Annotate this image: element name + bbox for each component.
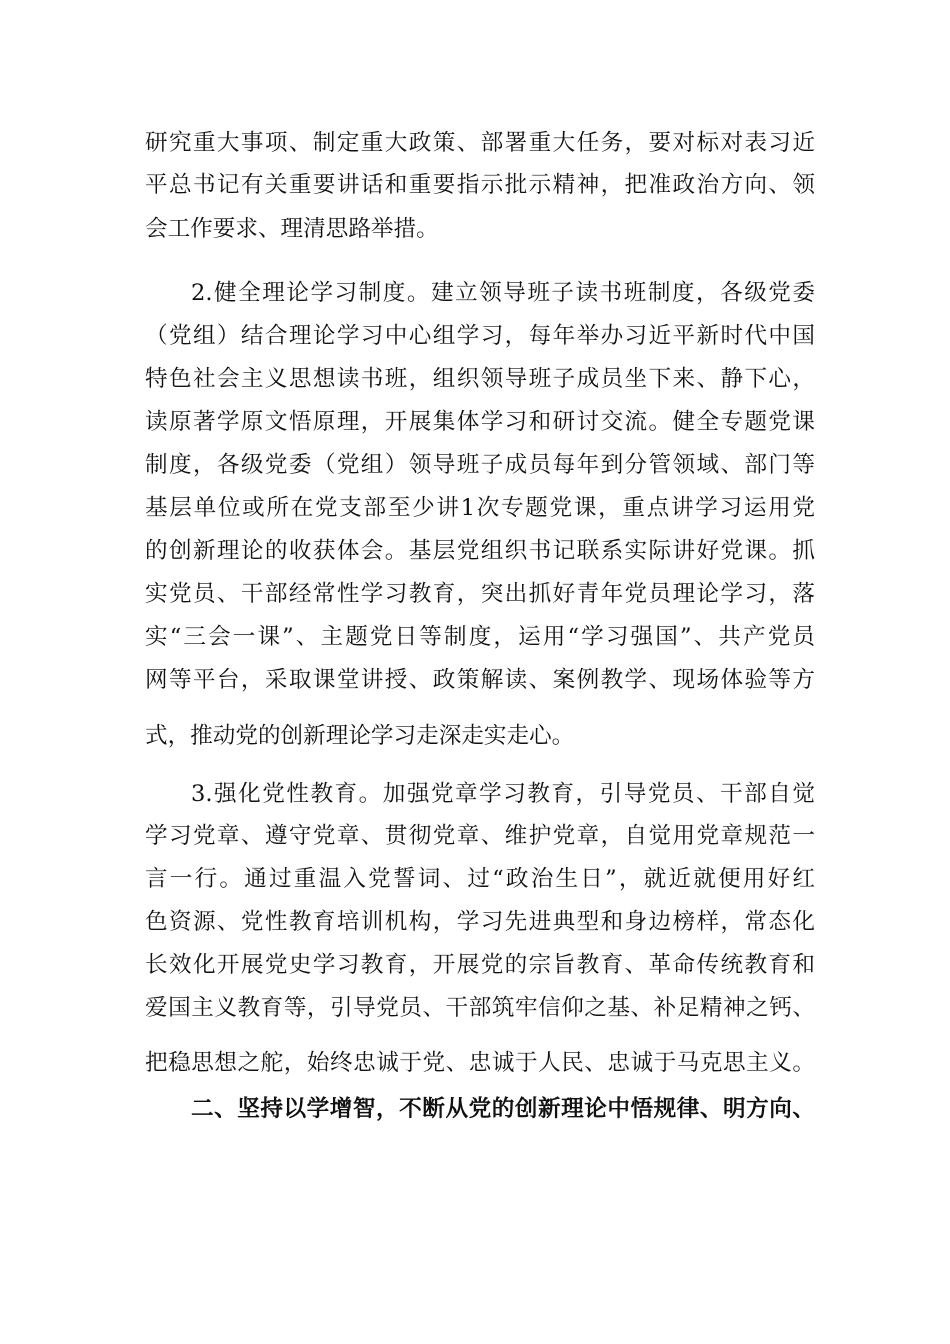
section-heading: 二、坚持以学增智，不断从党的创新理论中悟规律、明方向、	[191, 1096, 815, 1122]
text-line: 网等平台，采取课堂讲授、政策解读、案例教学、现场体验等方	[145, 667, 815, 693]
text-line: 3.强化党性教育。加强党章学习教育，引导党员、干部自觉	[191, 781, 815, 807]
text-line: 会工作要求、理清思路举措。	[145, 216, 439, 242]
text-line: 读原著学原文悟原理，开展集体学习和研讨交流。健全专题党课	[145, 409, 815, 435]
text-line: 把稳思想之舵，始终忠诚于党、忠诚于人民、忠诚于马克思主义。	[145, 1050, 815, 1076]
text-line: 基层单位或所在党支部至少讲1次专题党课，重点讲学习运用党	[145, 495, 815, 521]
text-line: （党组）结合理论学习中心组学习，每年举办习近平新时代中国	[145, 323, 815, 349]
text-line: 言一行。通过重温入党誓词、过“政治生日”，就近就便用好红	[145, 866, 815, 892]
text-line: 学习党章、遵守党章、贯彻党章、维护党章，自觉用党章规范一	[145, 823, 815, 849]
text-line: 爱国主义教育等，引导党员、干部筑牢信仰之基、补足精神之钙、	[145, 995, 815, 1021]
text-line: 2.健全理论学习制度。建立领导班子读书班制度，各级党委	[191, 280, 815, 306]
text-line: 特色社会主义思想读书班，组织领导班子成员坐下来、静下心，	[145, 366, 815, 392]
text-line: 式，推动党的创新理论学习走深走实走心。	[145, 723, 575, 749]
text-line: 实党员、干部经常性学习教育，突出抓好青年党员理论学习，落	[145, 581, 815, 607]
text-line: 研究重大事项、制定重大政策、部署重大任务，要对标对表习近	[145, 130, 815, 156]
text-line: 色资源、党性教育培训机构，学习先进典型和身边榜样，常态化	[145, 909, 815, 935]
text-line: 实“三会一课”、主题党日等制度，运用“学习强国”、共产党员	[145, 624, 815, 650]
text-line: 制度，各级党委（党组）领导班子成员每年到分管领域、部门等	[145, 452, 815, 478]
text-line: 长效化开展党史学习教育，开展党的宗旨教育、革命传统教育和	[145, 952, 815, 978]
text-line: 的创新理论的收获体会。基层党组织书记联系实际讲好党课。抓	[145, 538, 815, 564]
text-line: 平总书记有关重要讲话和重要指示批示精神，把准政治方向、领	[145, 172, 815, 198]
